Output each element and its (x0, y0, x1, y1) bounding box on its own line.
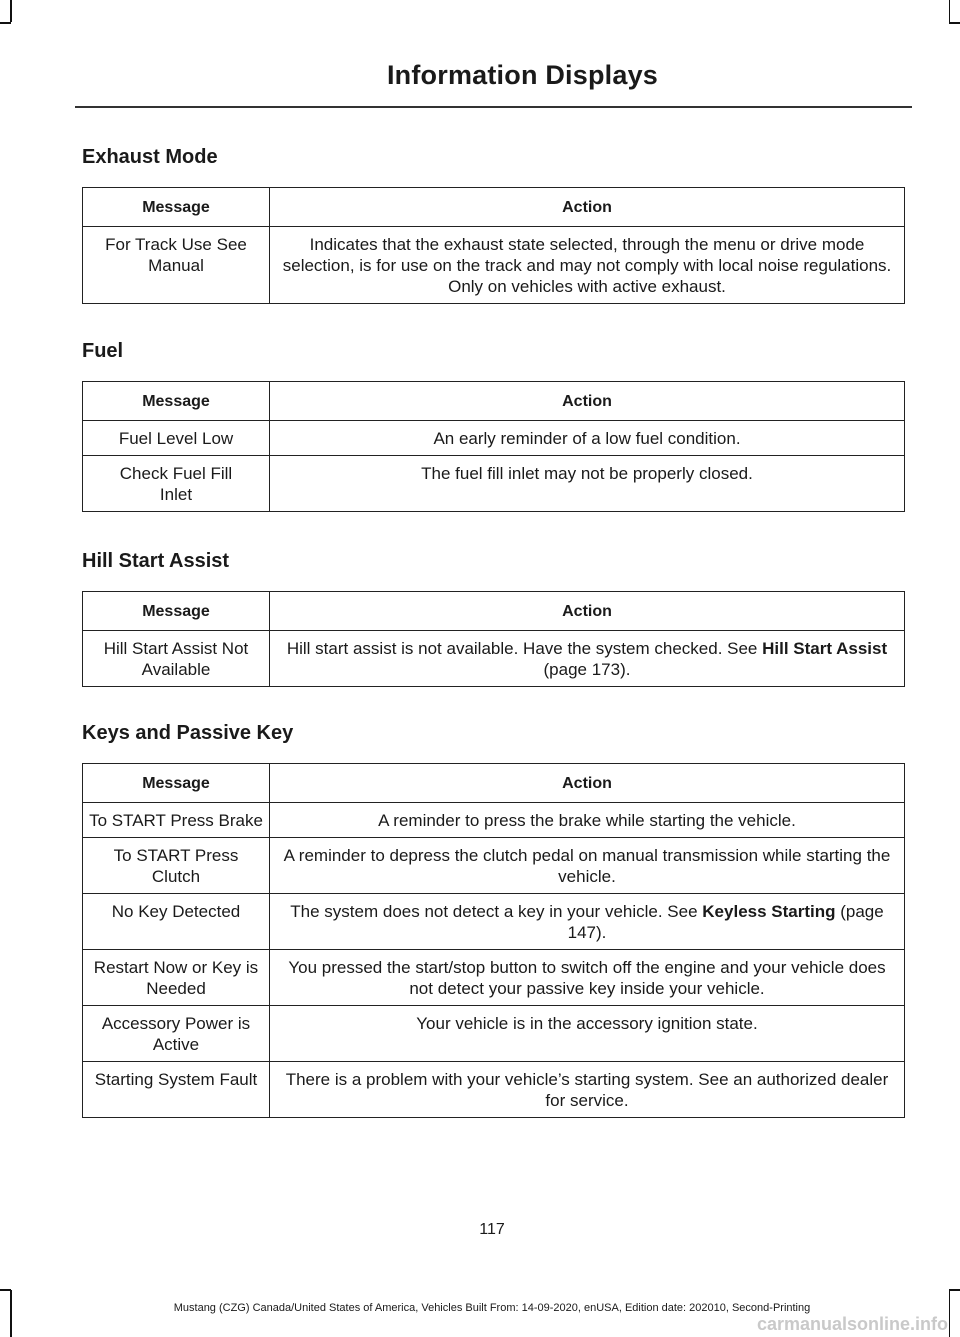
cross-reference-link[interactable]: Keyless Starting (702, 902, 836, 921)
table-row (83, 421, 905, 456)
column-header-action: Action (270, 764, 905, 803)
table-row (83, 803, 905, 838)
message-table (82, 187, 905, 304)
column-header-action: Action (270, 382, 905, 421)
table-header-row (83, 592, 905, 631)
message-table (82, 763, 905, 1118)
crop-mark-top-left (10, 0, 12, 22)
action-cell: Indicates that the exhaust state selected, through the menu or drive mode selection, is for use on the track and may not comply with local noise regulations. Only on vehicles with active exhaust. (270, 227, 905, 304)
table-header-row (83, 188, 905, 227)
message-cell: Check Fuel Fill Inlet (83, 456, 270, 512)
table-row (83, 1006, 905, 1062)
column-header-message: Message (83, 382, 270, 421)
section-fuel (82, 340, 906, 512)
action-cell: An early reminder of a low fuel condition. (270, 421, 905, 456)
crop-mark-top-left-h (0, 22, 11, 24)
message-table (82, 381, 905, 512)
message-cell: Fuel Level Low (83, 421, 270, 456)
crop-mark-top-right-h (949, 22, 960, 24)
title-divider (75, 106, 912, 108)
section-hill-start-assist (82, 550, 906, 687)
table-row (83, 950, 905, 1006)
column-header-message: Message (83, 764, 270, 803)
action-cell: The fuel fill inlet may not be properly closed. (270, 456, 905, 512)
watermark: carmanualsonline.info (756, 1314, 948, 1334)
column-header-message: Message (83, 188, 270, 227)
table-row (83, 1062, 905, 1118)
message-cell: To START Press Clutch (83, 838, 270, 894)
action-cell (270, 894, 905, 950)
cross-reference-link[interactable]: Hill Start Assist (762, 639, 888, 658)
table-row (83, 227, 905, 304)
column-header-message: Message (83, 592, 270, 631)
message-cell: No Key Detected (83, 894, 270, 950)
section-heading: Fuel (82, 340, 124, 362)
page-number: 117 (479, 1221, 505, 1238)
section-heading: Keys and Passive Key (82, 722, 294, 744)
action-cell (270, 631, 905, 687)
page-reference: (page 173). (543, 660, 631, 679)
crop-mark-bottom-left-h (0, 1289, 11, 1291)
table-row (83, 894, 905, 950)
page-reference: (page 147). (567, 902, 884, 942)
section-heading: Exhaust Mode (82, 146, 218, 168)
action-text: Hill start assist is not available. Have the system checked. See (286, 639, 763, 658)
action-cell: A reminder to depress the clutch pedal on manual transmission while starting the vehicle. (270, 838, 905, 894)
section-exhaust-mode (82, 146, 906, 304)
page-title: Information Displays (386, 60, 658, 90)
section-keys-and-passive-key (82, 722, 906, 1118)
action-cell: You pressed the start/stop button to switch off the engine and your vehicle does not detect your passive key inside your vehicle. (270, 950, 905, 1006)
action-cell: A reminder to press the brake while starting the vehicle. (270, 803, 905, 838)
edition-footer: Mustang (CZG) Canada/United States of America, Vehicles Built From: 14-09-2020, enUSA, Edition date: 202010, Second-Printing (173, 1302, 811, 1314)
action-text: The system does not detect a key in your vehicle. See (290, 902, 703, 921)
column-header-action: Action (270, 188, 905, 227)
message-cell: To START Press Brake (83, 803, 270, 838)
table-row (83, 456, 905, 512)
table-header-row (83, 382, 905, 421)
message-cell: Hill Start Assist Not Available (83, 631, 270, 687)
message-table (82, 591, 905, 687)
action-cell: Your vehicle is in the accessory ignition state. (270, 1006, 905, 1062)
action-cell: There is a problem with your vehicle’s starting system. See an authorized dealer for service. (270, 1062, 905, 1118)
message-cell: Restart Now or Key is Needed (83, 950, 270, 1006)
section-heading: Hill Start Assist (82, 550, 230, 572)
crop-mark-top-right (949, 0, 951, 22)
message-cell: Accessory Power is Active (83, 1006, 270, 1062)
column-header-action: Action (270, 592, 905, 631)
message-cell: For Track Use See Manual (83, 227, 270, 304)
message-cell: Starting System Fault (83, 1062, 270, 1118)
table-row (83, 631, 905, 687)
crop-mark-bottom-right-h (949, 1289, 960, 1291)
table-row (83, 838, 905, 894)
table-header-row (83, 764, 905, 803)
